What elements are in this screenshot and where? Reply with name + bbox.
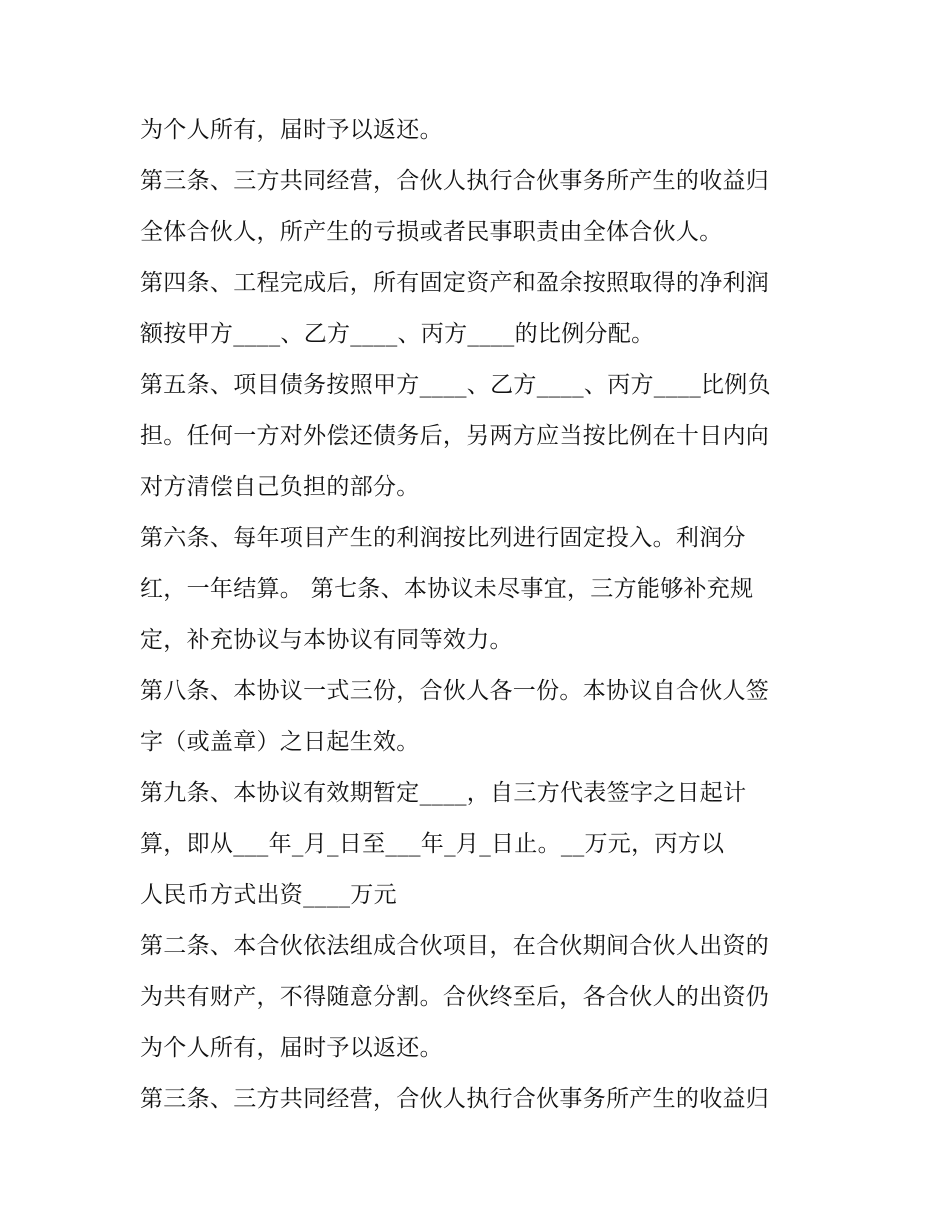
text-line: 第八条、本协议一式三份，合伙人各一份。本协议自合伙人签: [140, 678, 770, 704]
text-line: 第三条、三方共同经营，合伙人执行合伙事务所产生的收益归: [140, 1086, 770, 1112]
text-line: 第二条、本合伙依法组成合伙项目，在合伙期间合伙人出资的: [140, 933, 770, 959]
document-body: [140, 105, 820, 1125]
text-line: 红，一年结算。 第七条、本协议未尽事宜，三方能够补充规: [140, 576, 754, 602]
text-line: 第九条、本协议有效期暂定____，自三方代表签字之日起计: [140, 780, 747, 806]
text-line: 为个人所有，届时予以返还。: [140, 117, 443, 143]
text-line: 算，即从___年_月_日至___年_月_日止。__万元，丙方以: [140, 831, 725, 857]
text-line: 定，补充协议与本协议有同等效力。: [140, 627, 513, 653]
text-line: 担。任何一方对外偿还债务后，另两方应当按比例在十日内向: [140, 423, 770, 449]
text-line: 第四条、工程完成后，所有固定资产和盈余按照取得的净利润: [140, 270, 770, 296]
text-line: 为个人所有，届时予以返还。: [140, 1035, 443, 1061]
text-line: 对方清偿自己负担的部分。: [140, 474, 420, 500]
text-line: 额按甲方____、乙方____、丙方____的比例分配。: [140, 321, 655, 347]
text-line: 为共有财产，不得随意分割。合伙终至后，各合伙人的出资仍: [140, 984, 770, 1010]
text-line: 第六条、每年项目产生的利润按比列进行固定投入。利润分: [140, 525, 746, 551]
text-line: 全体合伙人，所产生的亏损或者民事职责由全体合伙人。: [140, 219, 723, 245]
text-line: 人民币方式出资____万元: [140, 882, 397, 908]
text-line: 第三条、三方共同经营，合伙人执行合伙事务所产生的收益归: [140, 168, 770, 194]
text-line: 字（或盖章）之日起生效。: [140, 729, 420, 755]
text-line: 第五条、项目债务按照甲方____、乙方____、丙方____比例负: [140, 372, 771, 398]
